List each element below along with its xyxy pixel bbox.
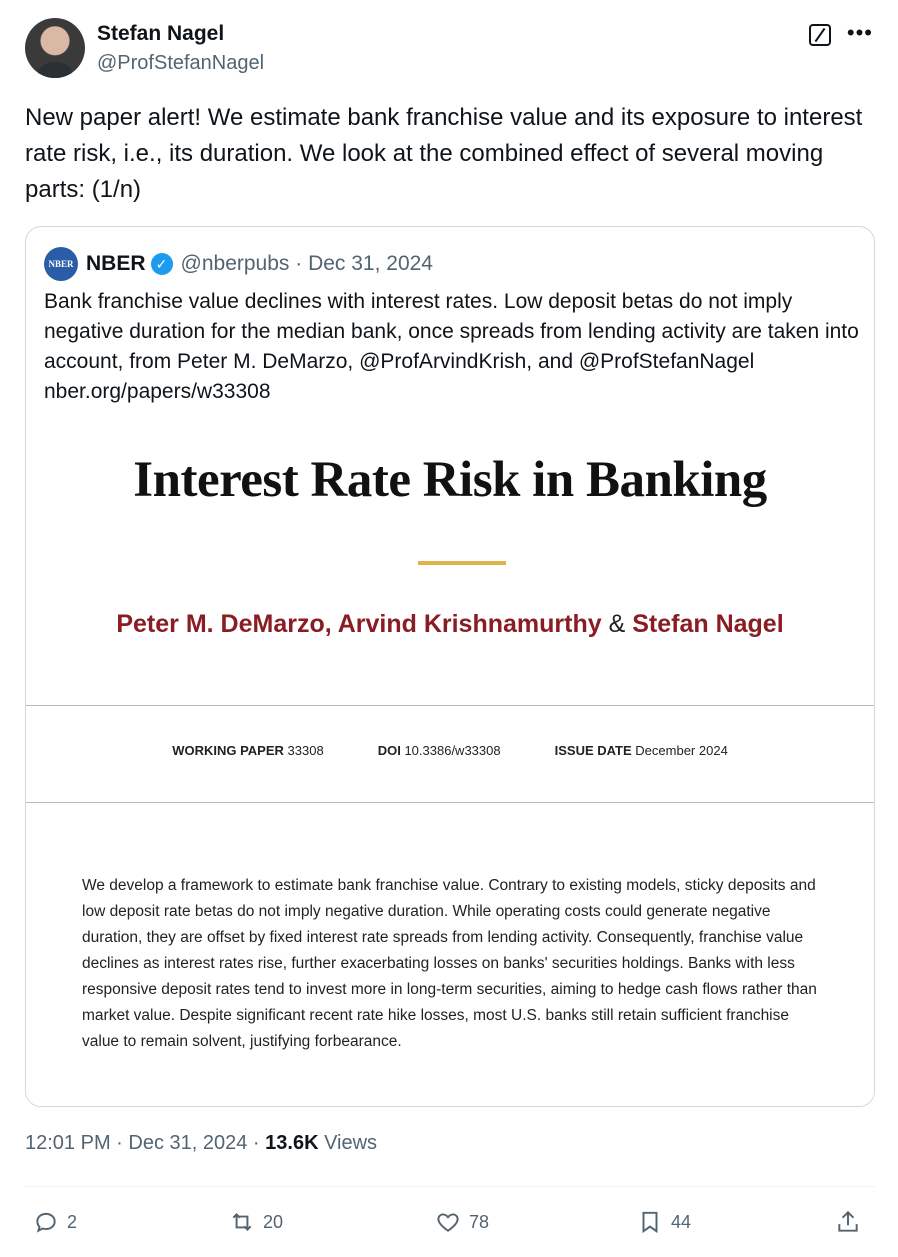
paper-preview-image[interactable] xyxy=(26,425,874,1107)
author-handle[interactable]: @ProfStefanNagel xyxy=(97,52,265,74)
quoted-author-handle-date: @nberpubs · Dec 31, 2024 xyxy=(180,252,433,275)
paper-abstract: We develop a framework to estimate bank franchise value. Contrary to existing models, sticky deposits and low deposit rate betas do not imply negative duration. While operating costs could generate negative duration, they are offset by fixed interest rate spreads from lending activity. Consequently, franchise value declines as interest rates rise, further exacerbating losses on banks' securities holdings. Banks with less responsive deposit rates tend to invest more in long-term securities, aiming to hedge cash flows rather than market value. Despite significant recent rate hike losses, most U.S. banks still retain sufficient franchise value to remain solvent, justifying forbearance. xyxy=(82,877,817,1050)
views-count: 13.6K xyxy=(265,1132,319,1154)
reply-count: 2 xyxy=(67,1211,78,1232)
paper-meta xyxy=(26,743,874,758)
tweet-header xyxy=(25,18,875,80)
grok-icon[interactable] xyxy=(809,24,831,46)
author-name[interactable]: Stefan Nagel xyxy=(97,22,225,45)
bookmark-button[interactable] xyxy=(637,1204,691,1240)
doi: DOI 10.3386/w33308 xyxy=(377,743,501,758)
paper-rule-bottom xyxy=(26,802,874,803)
quoted-author-name[interactable]: NBER xyxy=(86,252,146,275)
share-button[interactable] xyxy=(835,1204,861,1240)
nber-logo: NBER xyxy=(44,247,78,281)
quoted-tweet[interactable] xyxy=(25,226,875,1107)
like-button[interactable] xyxy=(435,1204,489,1240)
share-icon xyxy=(835,1209,861,1235)
avatar[interactable] xyxy=(25,18,85,78)
reply-button[interactable] xyxy=(33,1204,77,1240)
repost-icon xyxy=(229,1209,255,1235)
repost-count: 20 xyxy=(263,1211,284,1232)
paper-authors-b: Stefan Nagel xyxy=(632,610,784,638)
quoted-tweet-text: Bank franchise value declines with interest rates. Low deposit betas do not imply negative duration for the median bank, once spreads from lending activity are taken into account, from Peter M. DeMarzo, @ProfArvindKrish, and @ProfStefanNagel nber.org/papers/w33308 xyxy=(44,290,859,403)
actions-divider xyxy=(25,1186,875,1187)
paper-authors xyxy=(26,610,874,639)
tweet-timestamp xyxy=(25,1132,377,1155)
more-icon[interactable]: ••• xyxy=(846,20,873,45)
bookmark-count: 44 xyxy=(671,1211,692,1232)
verified-badge-icon: ✓ xyxy=(151,253,173,275)
time-date[interactable]: 12:01 PM · Dec 31, 2024 · xyxy=(25,1132,266,1154)
like-count: 78 xyxy=(469,1211,490,1232)
paper-title: Interest Rate Risk in Banking xyxy=(133,452,767,508)
paper-rule-top xyxy=(26,705,874,706)
title-divider xyxy=(418,561,506,565)
reply-icon xyxy=(33,1209,59,1235)
issue-date: ISSUE DATE December 2024 xyxy=(554,743,728,758)
views-label: Views xyxy=(318,1132,378,1154)
bookmark-icon xyxy=(637,1209,663,1235)
action-bar xyxy=(25,1204,875,1240)
quoted-tweet-header xyxy=(44,249,433,279)
working-paper: WORKING PAPER 33308 xyxy=(172,743,324,758)
heart-icon xyxy=(435,1209,461,1235)
paper-authors-amp: & xyxy=(608,610,626,638)
tweet-text: New paper alert! We estimate bank franchise value and its exposure to interest rate risk, i.e., its duration. We look at the combined effect of several moving parts: (1/n) xyxy=(25,104,863,203)
paper-authors-a: Peter M. DeMarzo, Arvind Krishnamurthy xyxy=(116,610,602,638)
repost-button[interactable] xyxy=(229,1204,283,1240)
